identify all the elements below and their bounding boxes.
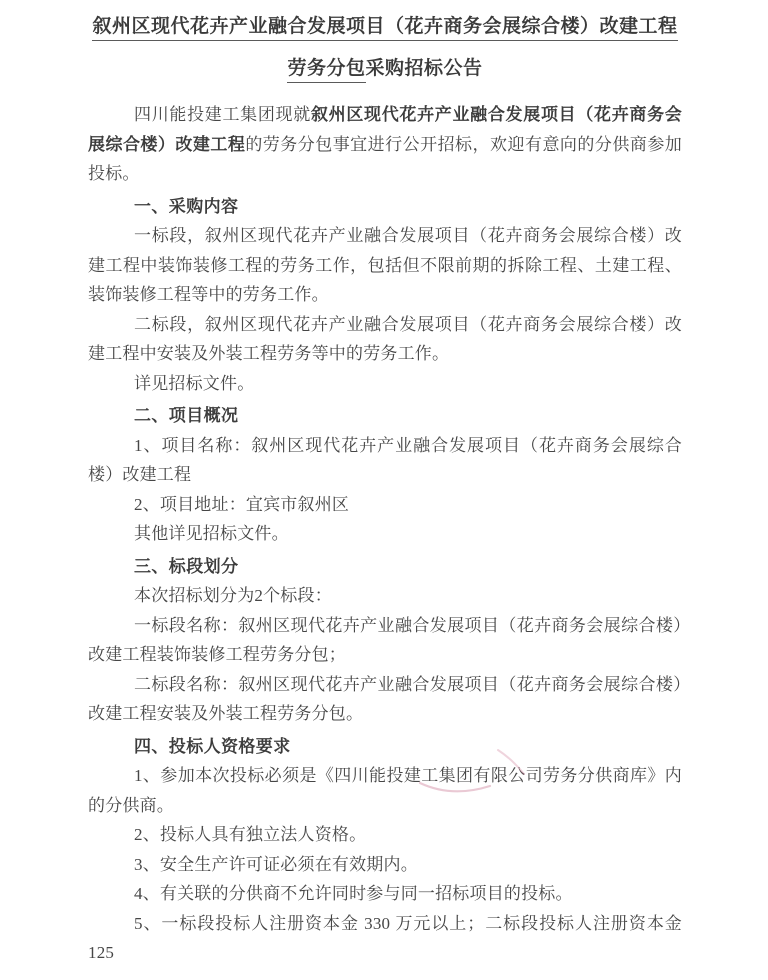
intro-paragraph [88, 100, 682, 189]
paragraph: 详见招标文件。 [134, 373, 255, 393]
title-line-2-underlined: 劳务分包 [287, 58, 365, 83]
section-heading-project-overview: 二、项目概况 [134, 406, 239, 425]
paragraph: 3、安全生产许可证必须在有效期内。 [134, 854, 418, 874]
document-title [88, 14, 682, 82]
document-body [88, 100, 682, 968]
paragraph: 1、参加本次投标必须是《四川能投建工集团有限公司劳务分供商库》内的分供商。 [88, 766, 682, 815]
title-line-2-rest: 采购招标公告 [365, 58, 483, 79]
title-line-1-text: 叙州区现代花卉产业融合发展项目（花卉商务会展综合楼）改建工程 [92, 16, 677, 41]
paragraph: 一标段名称：叙州区现代花卉产业融合发展项目（花卉商务会展综合楼）改建工程装饰装修工程劳务分包； [88, 615, 682, 664]
title-line-2 [88, 56, 682, 82]
intro-prefix: 四川能投建工集团现就 [134, 105, 311, 124]
paragraph: 一标段，叙州区现代花卉产业融合发展项目（花卉商务会展综合楼）改建工程中装饰装修工程的劳务工作，包括但不限前期的拆除工程、土建工程、装饰装修工程等中的劳务工作。 [88, 226, 682, 304]
paragraph: 其他详见招标文件。 [134, 524, 289, 543]
section-heading-procurement-content: 一、采购内容 [134, 196, 239, 216]
intro-project-name: 叙州区现代花卉产业融合发展项目（花卉商务会展综合楼）改建工程 [88, 105, 683, 154]
section-heading-bidder-qualifications: 四、投标人资格要求 [134, 736, 291, 756]
paragraph: 二标段，叙州区现代花卉产业融合发展项目（花卉商务会展综合楼）改建工程中安装及外装工程劳务等中的劳务工作。 [88, 314, 682, 363]
paragraph: 1、项目名称：叙州区现代花卉产业融合发展项目（花卉商务会展综合楼）改建工程 [88, 435, 682, 484]
intro-suffix: 的劳务分包事宜进行公开招标，欢迎有意向的分供商参加投标。 [88, 134, 682, 183]
paragraph: 二标段名称：叙州区现代花卉产业融合发展项目（花卉商务会展综合楼）改建工程安装及外装工程劳务分包。 [88, 674, 682, 723]
paragraph: 5、一标段投标人注册资本金 330 万元以上；二标段投标人注册资本金 125 [88, 913, 682, 962]
paragraph: 本次招标划分为2个标段： [134, 586, 332, 605]
paragraph: 2、项目地址：宜宾市叙州区 [134, 494, 350, 514]
paragraph: 2、投标人具有独立法人资格。 [134, 825, 367, 844]
paragraph: 4、有关联的分供商不允许同时参与同一招标项目的投标。 [134, 884, 573, 903]
section-heading-bid-sections: 三、标段划分 [134, 556, 239, 576]
title-line-1 [88, 14, 682, 40]
